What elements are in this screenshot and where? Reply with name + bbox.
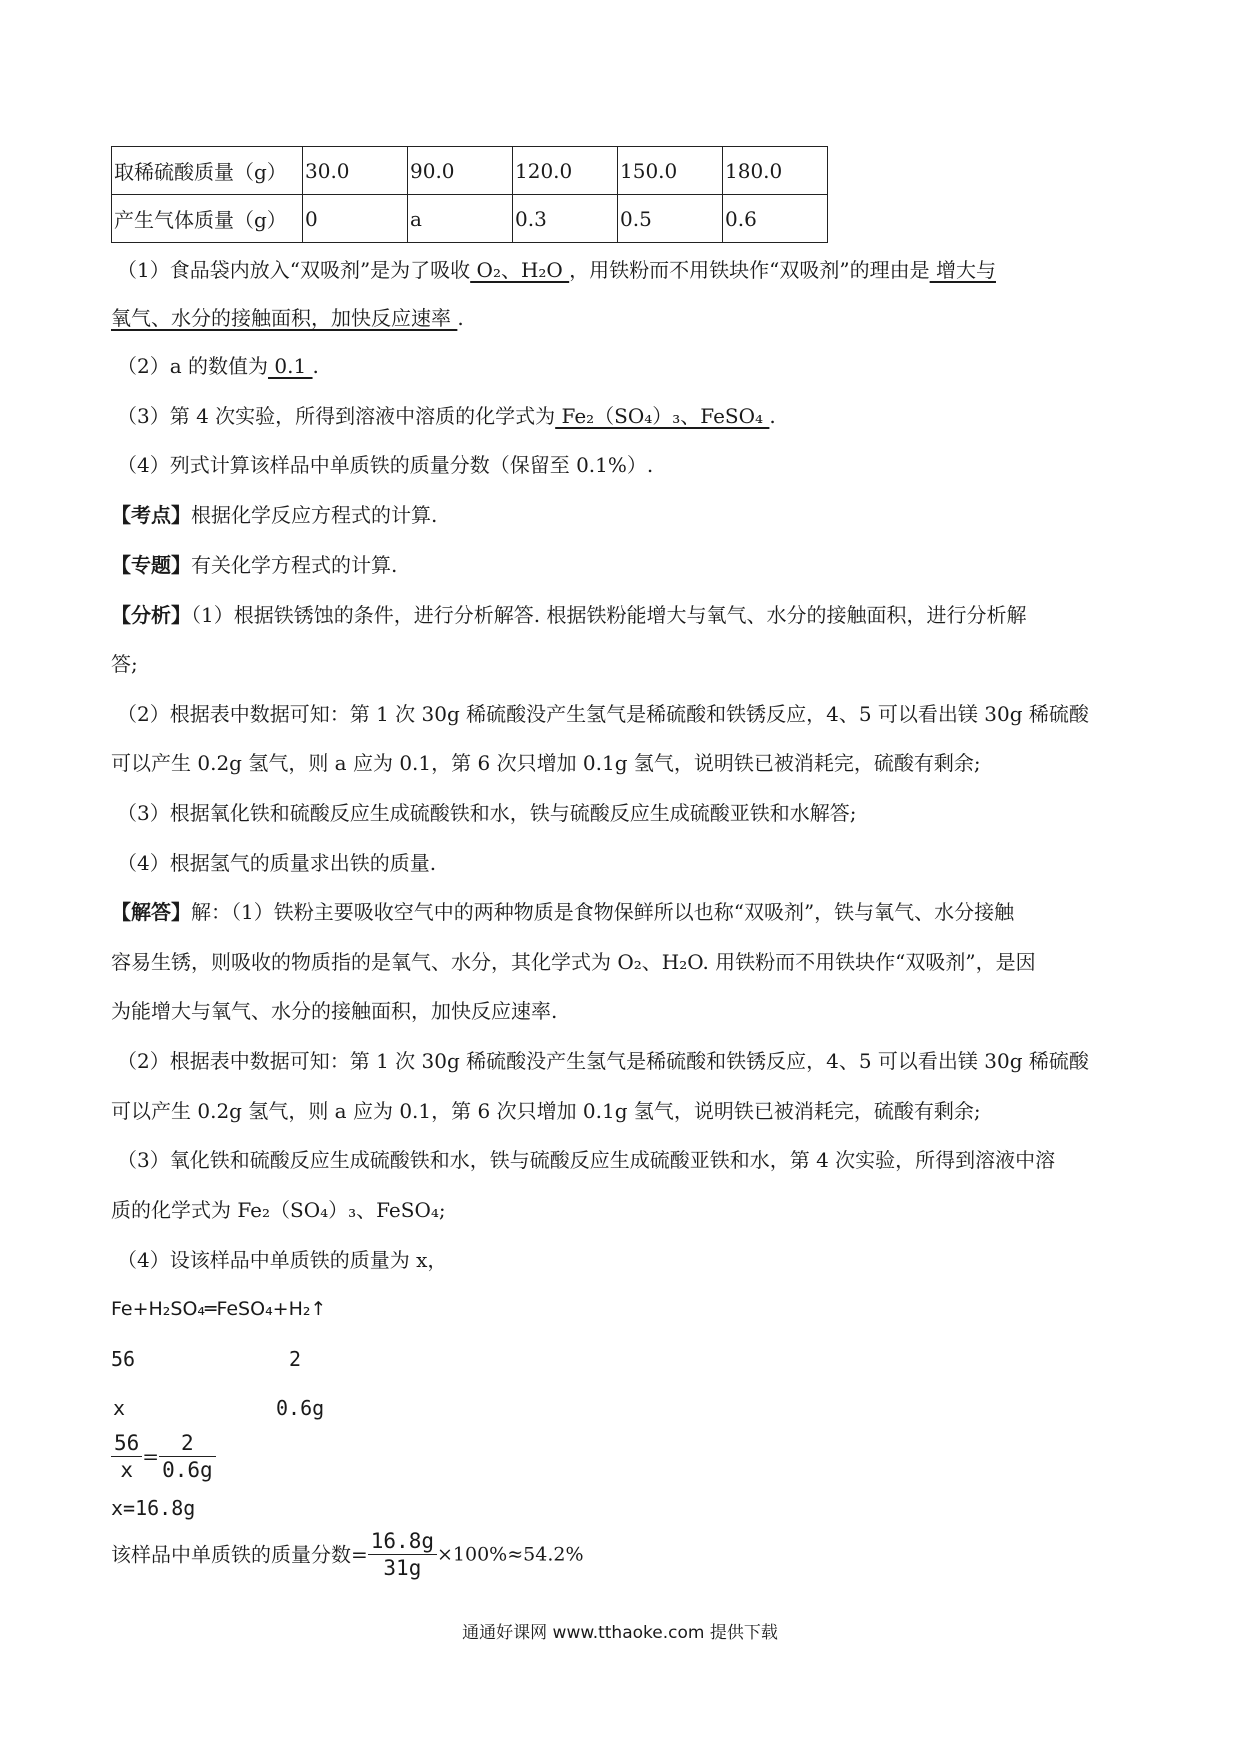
table-cell: 产生气体质量（g） xyxy=(112,195,303,243)
table-cell: 取稀硫酸质量（g） xyxy=(112,147,303,195)
table-cell: 90.0 xyxy=(408,147,513,195)
table-cell: 180.0 xyxy=(723,147,828,195)
kaodian-tag: 【考点】 xyxy=(111,503,191,527)
jieda-line-2: 容易生锈，则吸收的物质指的是氧气、水分，其化学式为 O₂、H₂O. 用铁粉而不用铁块作“双吸剂”，是因 xyxy=(111,950,1036,974)
question-4-line: （4）列式计算该样品中单质铁的质量分数（保留至 0.1%）. xyxy=(117,453,654,477)
jieda-line-1 xyxy=(111,898,1014,926)
fenxi-line-2: 答; xyxy=(111,652,138,676)
fenxi-line-4: 可以产生 0.2g 氢气，则 a 应为 0.1，第 6 次只增加 0.1g 氢气，说明铁已被消耗完，硫酸有剩余; xyxy=(111,751,981,775)
question-1-answer-2b: 氧气、水分的接触面积，加快反应速率 xyxy=(111,306,458,330)
question-2-prefix: （2）a 的数值为 xyxy=(117,354,269,378)
question-1-answer-2a: 增大与 xyxy=(929,258,996,282)
fraction-numerator: 16.8g xyxy=(368,1528,437,1555)
question-1-prefix: （1）食品袋内放入“双吸剂”是为了吸收 xyxy=(117,258,471,282)
question-2-end: . xyxy=(312,354,319,378)
question-3-prefix: （3）第 4 次实验，所得到溶液中溶质的化学式为 xyxy=(117,404,556,428)
fenxi-line-5: （3）根据氧化铁和硫酸反应生成硫酸铁和水，铁与硫酸反应生成硫酸亚铁和水解答; xyxy=(117,801,857,825)
ratio-row-2-left: x xyxy=(113,1396,126,1420)
zhuanti-tag: 【专题】 xyxy=(111,553,191,577)
fraction-numerator: 56 xyxy=(111,1430,142,1457)
experiment-data-table xyxy=(111,146,828,243)
table-cell: 0.3 xyxy=(513,195,618,243)
zhuanti-text: 有关化学方程式的计算. xyxy=(191,553,398,577)
fenxi-text-1: （1）根据铁锈蚀的条件，进行分析解答. 根据铁粉能增大与氧气、水分的接触面积，进行分析解 xyxy=(191,603,1027,627)
mass-fraction-prefix: 该样品中单质铁的质量分数= xyxy=(111,1542,368,1567)
table-row xyxy=(112,195,828,243)
fraction-denominator: 31g xyxy=(383,1556,422,1580)
question-3-line xyxy=(117,402,776,430)
mass-fraction-line xyxy=(111,1528,584,1581)
chemical-equation: Fe+H₂SO₄═FeSO₄+H₂↑ xyxy=(111,1298,327,1320)
question-1-mid: ，用铁粉而不用铁块作“双吸剂”的理由是 xyxy=(569,258,930,282)
question-1-answer-1: O₂、H₂O xyxy=(470,258,570,282)
fraction-denominator: x xyxy=(120,1458,133,1482)
kaodian-line xyxy=(111,501,437,529)
zhuanti-line xyxy=(111,551,397,579)
ratio-row-1-left: 56 xyxy=(111,1347,136,1371)
table-cell: 30.0 xyxy=(303,147,408,195)
jieda-text-1: 解：（1）铁粉主要吸收空气中的两种物质是食物保鲜所以也称“双吸剂”，铁与氧气、水分接触 xyxy=(191,900,1015,924)
question-1-line-1 xyxy=(117,256,996,284)
kaodian-text: 根据化学反应方程式的计算. xyxy=(191,503,438,527)
jieda-line-5: 可以产生 0.2g 氢气，则 a 应为 0.1，第 6 次只增加 0.1g 氢气，说明铁已被消耗完，硫酸有剩余; xyxy=(111,1099,981,1123)
jieda-line-3: 为能增大与氧气、水分的接触面积，加快反应速率. xyxy=(111,999,558,1023)
mass-fraction-suffix: ×100%≈54.2% xyxy=(436,1543,584,1566)
equals-sign: = xyxy=(142,1444,160,1469)
question-3-end: . xyxy=(769,404,776,428)
question-1-end: . xyxy=(457,306,464,330)
table-cell: 120.0 xyxy=(513,147,618,195)
fraction-2-over-0-6g xyxy=(159,1430,216,1483)
fraction-numerator: 2 xyxy=(159,1430,216,1457)
x-result: x=16.8g xyxy=(111,1496,196,1520)
fraction-56-over-x xyxy=(111,1430,142,1483)
table-cell: 0.6 xyxy=(723,195,828,243)
page-footer: 通通好课网 www.tthaoke.com 提供下载 xyxy=(462,1623,778,1643)
fenxi-tag: 【分析】 xyxy=(111,603,191,627)
question-2-answer: 0.1 xyxy=(268,354,313,378)
fraction-denominator: 0.6g xyxy=(162,1458,213,1482)
jieda-line-8: （4）设该样品中单质铁的质量为 x， xyxy=(117,1248,448,1272)
jieda-line-4: （2）根据表中数据可知：第 1 次 30g 稀硫酸没产生氢气是稀硫酸和铁锈反应，4、5 可以看出镁 30g 稀硫酸 xyxy=(117,1049,1089,1073)
table-cell: a xyxy=(408,195,513,243)
fraction-16-8g-over-31g xyxy=(368,1528,437,1581)
proportion-equation xyxy=(111,1430,216,1483)
jieda-line-7: 质的化学式为 Fe₂（SO₄）₃、FeSO₄; xyxy=(111,1198,446,1222)
table-row xyxy=(112,147,828,195)
question-3-answer: Fe₂（SO₄）₃、FeSO₄ xyxy=(555,404,770,428)
jieda-line-6: （3）氧化铁和硫酸反应生成硫酸铁和水，铁与硫酸反应生成硫酸亚铁和水，第 4 次实验，所得到溶液中溶 xyxy=(117,1148,1056,1172)
ratio-row-2-right: 0.6g xyxy=(276,1396,325,1420)
question-1-line-2 xyxy=(111,304,464,332)
fenxi-line-6: （4）根据氢气的质量求出铁的质量. xyxy=(117,851,437,875)
fenxi-line-3: （2）根据表中数据可知：第 1 次 30g 稀硫酸没产生氢气是稀硫酸和铁锈反应，4、5 可以看出镁 30g 稀硫酸 xyxy=(117,702,1089,726)
jieda-tag: 【解答】 xyxy=(111,900,191,924)
table-cell: 0.5 xyxy=(618,195,723,243)
question-2-line xyxy=(117,352,319,380)
table-cell: 0 xyxy=(303,195,408,243)
fenxi-line-1 xyxy=(111,601,1026,629)
ratio-row-1-right: 2 xyxy=(289,1347,302,1371)
table-cell: 150.0 xyxy=(618,147,723,195)
